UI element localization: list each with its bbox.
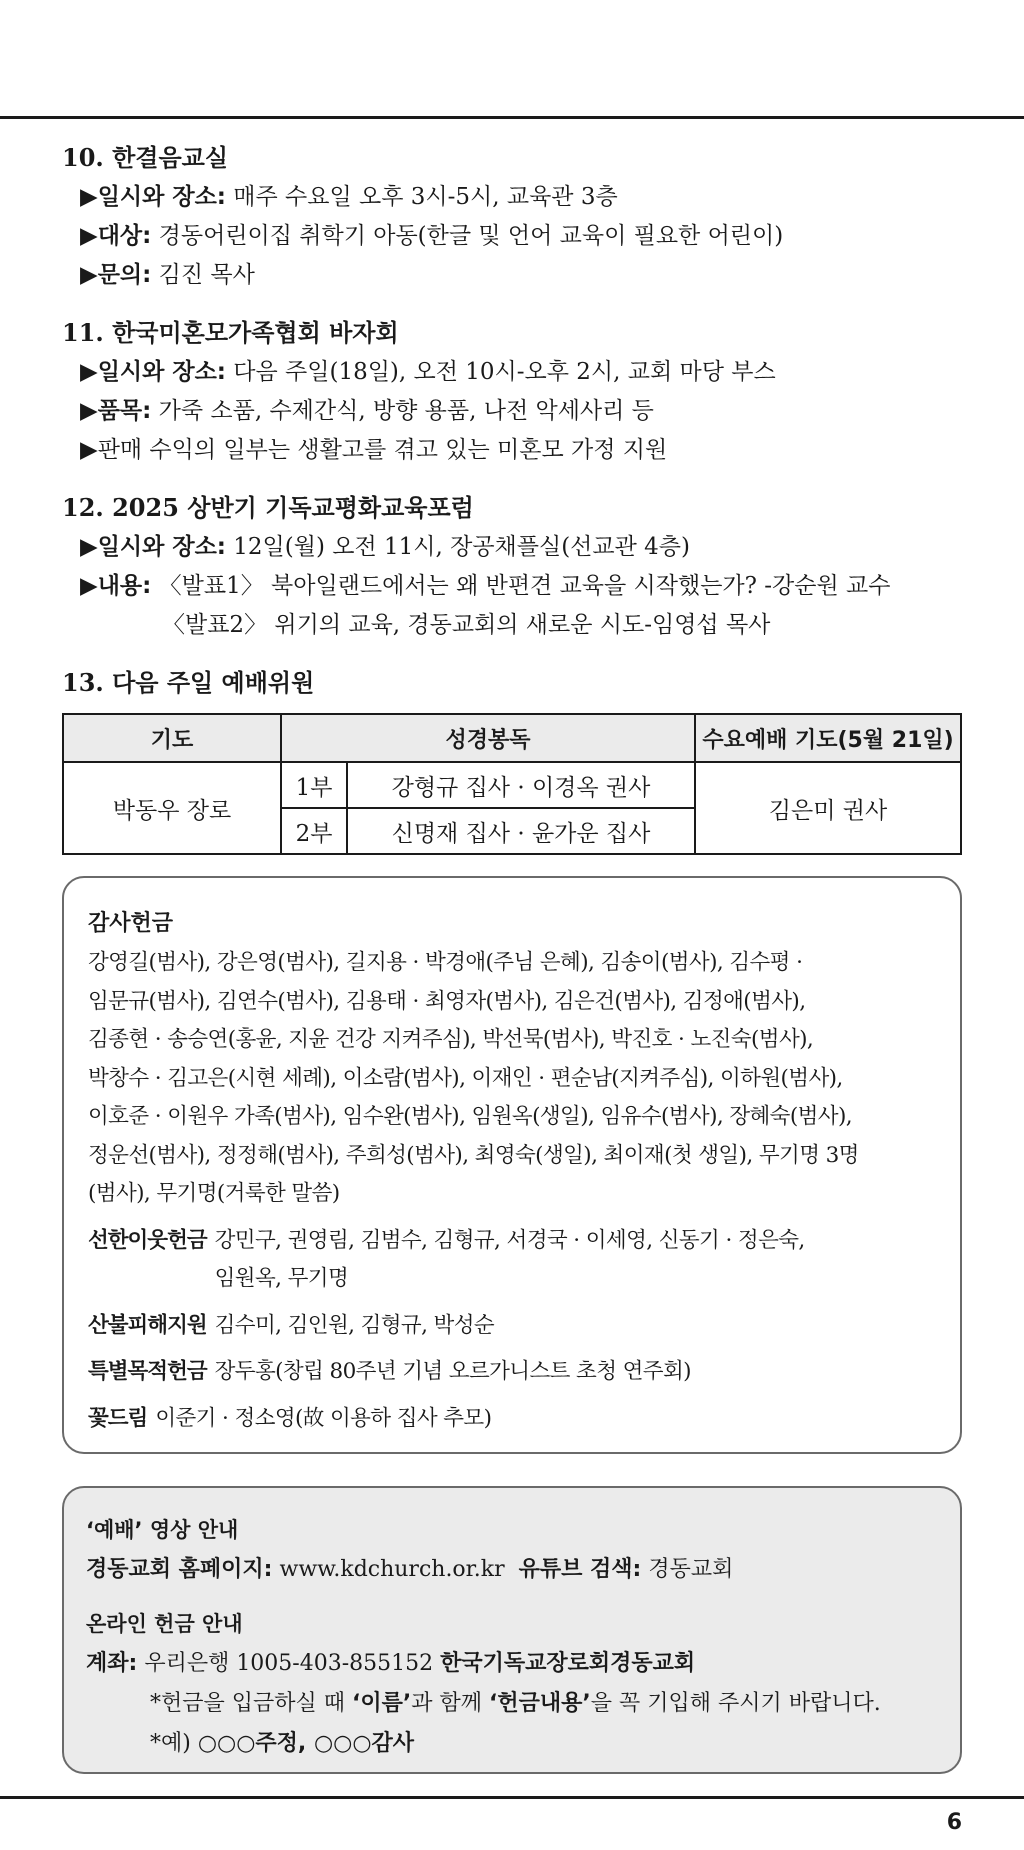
info-line: ▶판매 수익의 일부는 생활고를 겪고 있는 미혼모 가정 지원 [80, 437, 668, 463]
offering-row-special: 특별목적헌금 장두홍(창립 80주년 기념 오르가니스트 초청 연주회) [88, 1359, 691, 1384]
info-line: ▶일시와 장소: 매주 수요일 오후 3시-5시, 교육관 3층 [80, 184, 618, 210]
bottom-rule [0, 1796, 1024, 1799]
header-reading: 성경봉독 [281, 714, 695, 762]
header-prayer: 기도 [63, 714, 281, 762]
info-line: ▶일시와 장소: 다음 주일(18일), 오전 10시-오후 2시, 교회 마당 부스 [80, 359, 776, 385]
deposit-example: *예) ○○○주정, ○○○감사 [150, 1731, 415, 1756]
section-title: 11. 한국미혼모가족협회 바자회 [62, 318, 399, 347]
info-line: 〈발표2〉 위기의 교육, 경동교회의 새로운 시도-임영섭 목사 [162, 612, 771, 638]
reader-cell: 강형규 집사 · 이경옥 권사 [347, 762, 695, 808]
section-title: 10. 한결음교실 [62, 143, 229, 172]
offering-row-wildfire: 산불피해지원 김수미, 김인원, 김형규, 박성순 [88, 1312, 495, 1338]
section-bazaar [62, 313, 962, 470]
info-line: ▶문의: 김진 목사 [80, 262, 255, 288]
offerings-box [62, 876, 962, 1454]
top-rule [0, 116, 1024, 119]
table-header-row [63, 714, 961, 762]
part-cell: 2부 [281, 808, 347, 854]
homepage-line: 경동교회 홈페이지: www.kdchurch.or.kr 유튜브 검색: 경동교회 [86, 1557, 734, 1582]
section-hangyeol-class [62, 138, 962, 295]
table-row [63, 762, 961, 808]
info-line: ▶대상: 경동어린이집 취학기 아동(한글 및 언어 교육이 필요한 어린이) [80, 223, 784, 249]
section-worship-committee [62, 663, 962, 855]
online-offering-title: 온라인 헌금 안내 [86, 1612, 243, 1636]
homepage-link[interactable]: www.kdchurch.or.kr [279, 1557, 505, 1582]
thanks-offering-list: 강영길(범사), 강은영(범사), 길지용 · 박경애(주님 은혜), 김송이(범사), 김수평 · 임문규(범사), 김연수(범사), 김용태 · 최영자(범사), 김은건(범사), 김정애(범사), 김종현 · 송승연(홍윤, 지윤 건강 지켜주심), 박선묵(범사), 박진호 · 노진숙(범사), 박창수 · 김고은(시현 세례), 이소람(범사), 이재인 · 편순남(지켜주심), 이하원(범사), 이호준 · 이원우 가족(범사), 임수완(범사), 임원옥(생일), 임유수(범사), 장혜숙(범사), 정운선(범사), 정정해(범사), 주희성(범사), 최영숙(생일), 최이재(첫 생일), 무기명 3명 (범사), 무기명(거룩한 말씀) [88, 950, 859, 1206]
info-line: ▶품목: 가죽 소품, 수제간식, 방향 용품, 나전 악세사리 등 [80, 398, 654, 424]
section-title: 13. 다음 주일 예배위원 [62, 668, 315, 697]
info-line: ▶내용: 〈발표1〉 북아일랜드에서는 왜 반편견 교육을 시작했는가? -강순원 교수 [80, 573, 891, 599]
video-guide-title: ‘예배’ 영상 안내 [86, 1518, 239, 1542]
header-wednesday: 수요예배 기도(5월 21일) [695, 714, 961, 762]
part-cell: 1부 [281, 762, 347, 808]
offerings-title: 감사헌금 [88, 911, 174, 936]
announcements [62, 138, 962, 873]
info-box [62, 1486, 962, 1774]
deposit-note: *헌금을 입금하실 때 ‘이름’과 함께 ‘헌금내용’을 꼭 기입해 주시기 바랍니다. [150, 1691, 881, 1716]
wednesday-prayer-cell: 김은미 권사 [695, 762, 961, 854]
section-peace-forum [62, 488, 962, 645]
offering-row-neighbor: 선한이웃헌금 강민구, 권영림, 김범수, 김형규, 서경국 · 이세영, 신동기 · 정은숙, 임원옥, 무기명 [88, 1227, 805, 1291]
page-number: 6 [946, 1810, 962, 1835]
account-line: 계좌: 우리은행 1005-403-855152 한국기독교장로회경동교회 [86, 1651, 696, 1676]
info-line: ▶일시와 장소: 12일(월) 오전 11시, 장공채플실(선교관 4층) [80, 534, 690, 560]
reader-cell: 신명재 집사 · 윤가운 집사 [347, 808, 695, 854]
worship-committee-table [62, 713, 962, 855]
section-title: 12. 2025 상반기 기독교평화교육포럼 [62, 493, 474, 522]
offering-row-flowers: 꽃드림 이준기 · 정소영(故 이용하 집사 추모) [88, 1405, 492, 1431]
prayer-cell: 박동우 장로 [63, 762, 281, 854]
